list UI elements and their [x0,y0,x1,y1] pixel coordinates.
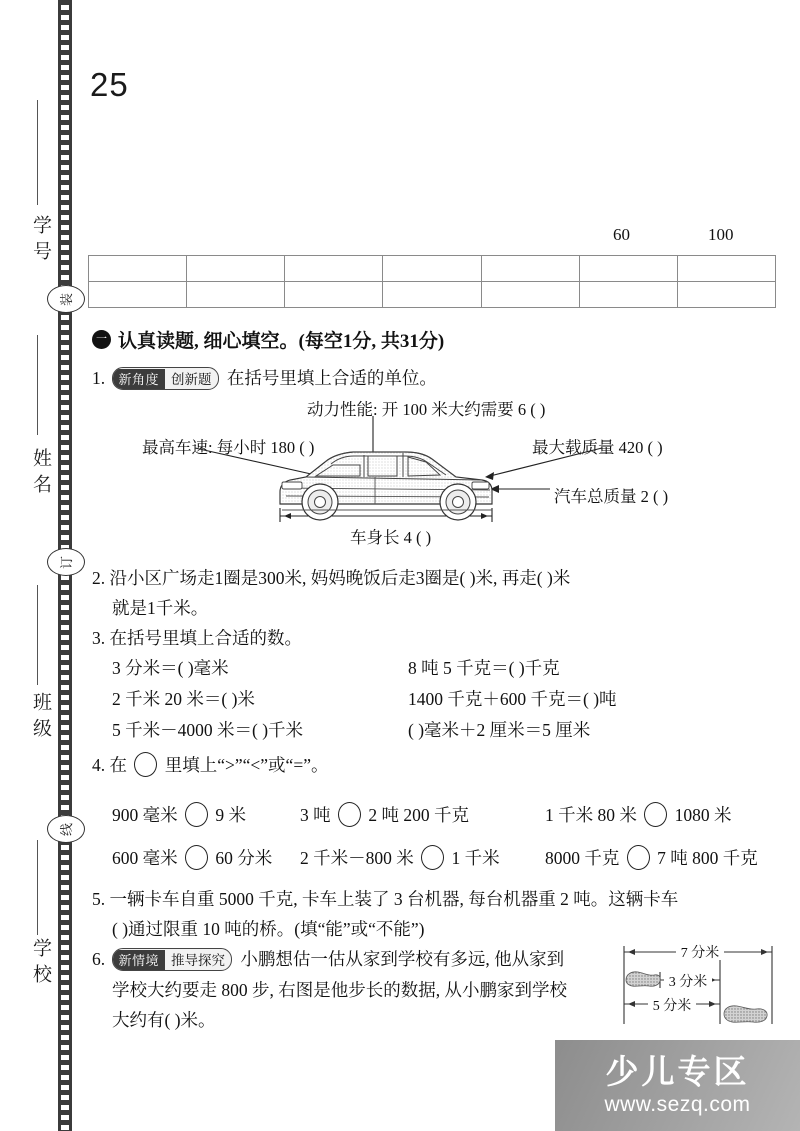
binding-mark-text: 线 [59,822,75,836]
question-6-line-2: 学校大约要走 800 步, 右图是他步长的数据, 从小鹏家到学校 [112,980,567,1000]
question-1-number: 1. [92,368,106,388]
score-table-header-marks [88,225,776,251]
question-2-number: 2. [92,568,106,588]
compare-left: 900 毫米 [112,805,178,825]
question-6-number: 6. [92,949,106,969]
score-mark-100: 100 [708,225,734,244]
badge-new-angle: 新角度 [113,369,166,390]
score-cell[interactable] [187,282,285,308]
score-cell[interactable] [481,256,579,282]
binding-mark-zhuang [47,285,85,313]
sidebar-label-class: 班级 [30,692,51,744]
compare-right: 1080 米 [674,805,732,825]
question-3-item-right-1: 8 吨 5 千克＝( )千克 [408,658,560,678]
compare-right: 7 吨 800 千克 [657,848,758,868]
section-bullet: 一 [92,330,111,349]
compare-circle[interactable] [421,845,444,870]
score-cell[interactable] [383,256,481,282]
score-cell[interactable] [285,282,383,308]
badge-deduction-inquiry: 推导探究 [171,953,226,969]
question-6-line-3: 大约有( )米。 [112,1010,216,1030]
question-4-row-2-item-1 [112,843,272,873]
table-row [89,282,776,308]
question-3-number: 3. [92,628,106,648]
binding-mark-text: 装 [59,292,75,306]
question-3-item-left-2: 2 千米 20 米＝( )米 [112,689,255,709]
question-4-row-1-item-3 [545,800,732,830]
compare-circle[interactable] [185,802,208,827]
score-table-wrapper [88,225,776,308]
compare-left: 600 毫米 [112,848,178,868]
car-label-top-speed: 最高车速: 每小时 180 ( ) [142,438,315,457]
sidebar-divider [37,100,38,205]
compare-left: 1 千米 80 米 [545,805,637,825]
question-3-item-right-3: ( )毫米＋2 厘米＝5 厘米 [408,720,591,740]
question-4-row-1-item-1 [112,800,246,830]
badge-innovative: 创新题 [171,372,212,388]
binding-mark-xian [47,815,85,843]
question-6-line-1 [92,944,564,974]
question-6-text-1: 小鹏想估一估从家到学校有多远, 他从家到 [240,949,565,969]
question-2-text-1: 沿小区广场走1圈是300米, 妈妈晚饭后走3圈是( )米, 再走( )米 [109,568,571,588]
table-row [89,256,776,282]
binding-mark-ding [47,548,85,576]
question-4-number: 4. [92,755,106,775]
question-2-line-1 [92,563,570,593]
question-1-text: 在括号里填上合适的单位。 [226,368,437,388]
score-cell[interactable] [89,256,187,282]
score-cell[interactable] [383,282,481,308]
binding-mark-text: 订 [59,555,75,569]
question-3 [92,623,302,653]
score-mark-60: 60 [613,225,630,244]
score-cell[interactable] [677,256,775,282]
compare-right: 2 吨 200 千克 [368,805,469,825]
section-heading [92,326,444,353]
score-cell[interactable] [187,256,285,282]
compare-right: 1 千米 [451,848,500,868]
question-3-item-left-3: 5 千米－4000 米＝( )千米 [112,720,304,740]
question-3-item-left-1: 3 分米＝( )毫米 [112,658,229,678]
compare-left: 8000 千克 [545,848,620,868]
sidebar-divider [37,335,38,435]
question-4-row-1-item-2 [300,800,469,830]
question-5-text-1: 一辆卡车自重 5000 千克, 卡车上装了 3 台机器, 每台机器重 2 吨。这辆卡车 [109,889,679,909]
footprint-figure [620,942,780,1028]
badge-new-context: 新情境 [113,950,166,971]
score-table [88,255,776,308]
car-label-body-length: 车身长 4 ( ) [350,528,432,547]
sidebar-label-name: 姓名 [30,448,51,500]
car-label-power: 动力性能: 开 100 米大约需要 6 ( ) [307,400,546,419]
question-3-item-right-2: 1400 千克＋600 千克＝( )吨 [408,689,617,709]
score-cell[interactable] [579,282,677,308]
compare-left: 3 吨 [300,805,331,825]
svg-text:3 分米: 3 分米 [668,975,708,990]
question-4-prompt-before: 在 [109,755,127,775]
score-cell[interactable] [89,282,187,308]
compare-circle[interactable] [338,802,361,827]
question-4-prompt [92,750,328,780]
sidebar-divider [37,585,38,685]
compare-left: 2 千米－800 米 [300,848,414,868]
watermark-badge [555,1040,800,1131]
question-4-row-2-item-2 [300,843,500,873]
sidebar-divider [37,840,38,935]
question-4-row-2-item-3 [545,843,758,873]
compare-right: 9 米 [215,805,246,825]
compare-right: 60 分米 [215,848,273,868]
sidebar-label-school: 学校 [30,938,51,990]
question-5-line-2: ( )通过限重 10 吨的桥。(填“能”或“不能”) [112,919,425,939]
question-4-prompt-after: 里填上“>”“<”或“=”。 [164,755,329,775]
question-1 [92,363,437,393]
question-6-badges [112,948,233,971]
car-label-max-load: 最大载质量 420 ( ) [532,438,663,457]
compare-circle[interactable] [627,845,650,870]
score-cell[interactable] [285,256,383,282]
sidebar-label-student-id: 学号 [30,215,51,267]
svg-text:5 分米: 5 分米 [652,999,692,1014]
question-1-badges [112,367,219,390]
question-3-text: 在括号里填上合适的数。 [109,628,302,648]
question-5-line-1 [92,884,678,914]
score-cell[interactable] [677,282,775,308]
car-illustration [120,392,790,542]
page-number: 25 [90,66,129,103]
compare-circle[interactable] [185,845,208,870]
question-5-number: 5. [92,889,106,909]
compare-circle[interactable] [134,752,157,777]
compare-circle[interactable] [644,802,667,827]
car-figure [120,392,790,547]
watermark-brand: 少儿专区 [605,1052,750,1090]
svg-text:7 分米: 7 分米 [680,946,720,961]
watermark-url: www.sezq.com [604,1092,751,1116]
section-title: 认真读题, 细心填空。(每空1分, 共31分) [118,331,445,352]
footprint-illustration [620,942,780,1028]
score-cell[interactable] [481,282,579,308]
question-2-line-2: 就是1千米。 [112,598,209,618]
car-label-total-mass: 汽车总质量 2 ( ) [554,487,669,506]
score-cell[interactable] [579,256,677,282]
